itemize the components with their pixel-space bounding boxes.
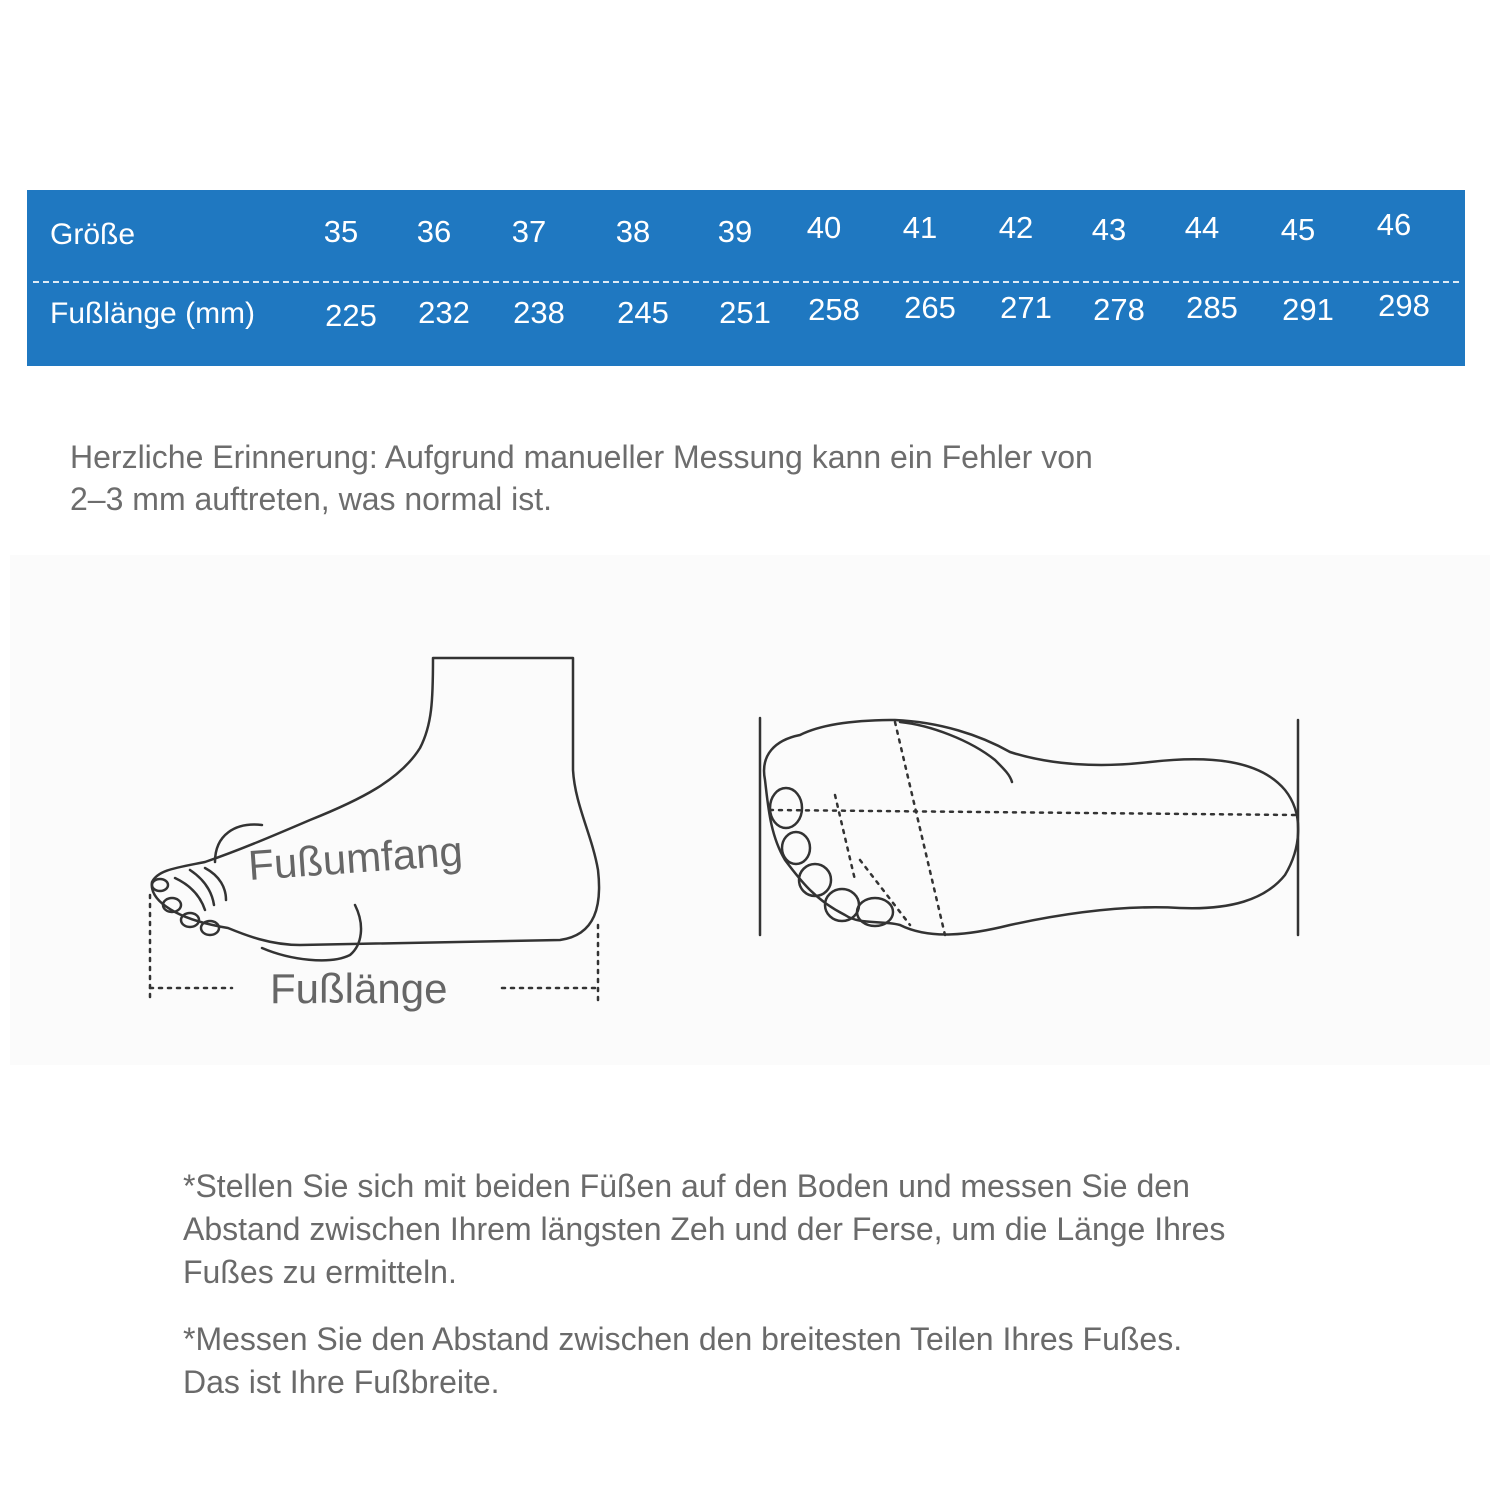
instruction-line: *Stellen Sie sich mit beiden Füßen auf den Boden und messen Sie den: [183, 1168, 1190, 1204]
toe-nail: [201, 921, 219, 935]
size-cell: 43: [1091, 212, 1127, 247]
size-cell: 39: [717, 214, 753, 249]
length-cell: 225: [325, 298, 377, 333]
length-cell: 258: [808, 292, 860, 327]
sole-length-line: [770, 810, 1295, 815]
side-foot-outline: [152, 658, 599, 945]
size-cell: 46: [1376, 207, 1412, 242]
size-cell: 41: [902, 210, 938, 245]
length-cell: 265: [904, 290, 956, 325]
instruction-length: [183, 1165, 1343, 1294]
size-cell: 45: [1280, 212, 1316, 247]
size-cell: 37: [511, 214, 547, 249]
instruction-line: Fußes zu ermitteln.: [183, 1254, 457, 1290]
length-cell: 285: [1186, 290, 1238, 325]
length-row-label: Fußlänge (mm): [50, 297, 256, 330]
size-cell: 38: [615, 214, 651, 249]
size-cell: 35: [323, 214, 359, 249]
length-cell: 278: [1093, 292, 1145, 327]
sole-toe: [799, 864, 831, 896]
size-row-label: Größe: [50, 218, 136, 251]
length-cell: 245: [617, 295, 669, 330]
length-cell: 271: [1000, 290, 1052, 325]
size-cell: 44: [1184, 210, 1220, 245]
sole-toe-divider: [835, 795, 910, 925]
circumference-label: Fußumfang: [246, 827, 465, 890]
toe-nail: [152, 879, 168, 891]
size-cell: 42: [998, 210, 1034, 245]
length-cell: 291: [1282, 292, 1334, 327]
sole-toe: [782, 832, 810, 864]
size-cell: 40: [806, 210, 842, 245]
sole-toe: [770, 788, 802, 828]
instruction-width: [183, 1318, 1343, 1404]
instruction-line: Das ist Ihre Fußbreite.: [183, 1364, 500, 1400]
instruction-line: *Messen Sie den Abstand zwischen den breitesten Teilen Ihres Fußes.: [183, 1321, 1183, 1357]
length-cell: 298: [1378, 288, 1430, 323]
side-foot-toe-lines: [175, 868, 226, 910]
reminder-line: Herzliche Erinnerung: Aufgrund manueller Messung kann ein Fehler von: [70, 439, 1093, 475]
size-cell: 36: [416, 214, 452, 249]
instruction-line: Abstand zwischen Ihrem längsten Zeh und der Ferse, um die Länge Ihres: [183, 1211, 1226, 1247]
length-cell: 232: [418, 295, 470, 330]
sole-arch-line: [900, 722, 1012, 782]
length-cell: 251: [719, 295, 771, 330]
sole-outline: [764, 720, 1298, 934]
sole-width-line: [895, 722, 945, 935]
length-label: Fußlänge: [270, 965, 448, 1012]
reminder-line: 2–3 mm auftreten, was normal ist.: [70, 481, 552, 517]
length-cell: 238: [513, 295, 565, 330]
